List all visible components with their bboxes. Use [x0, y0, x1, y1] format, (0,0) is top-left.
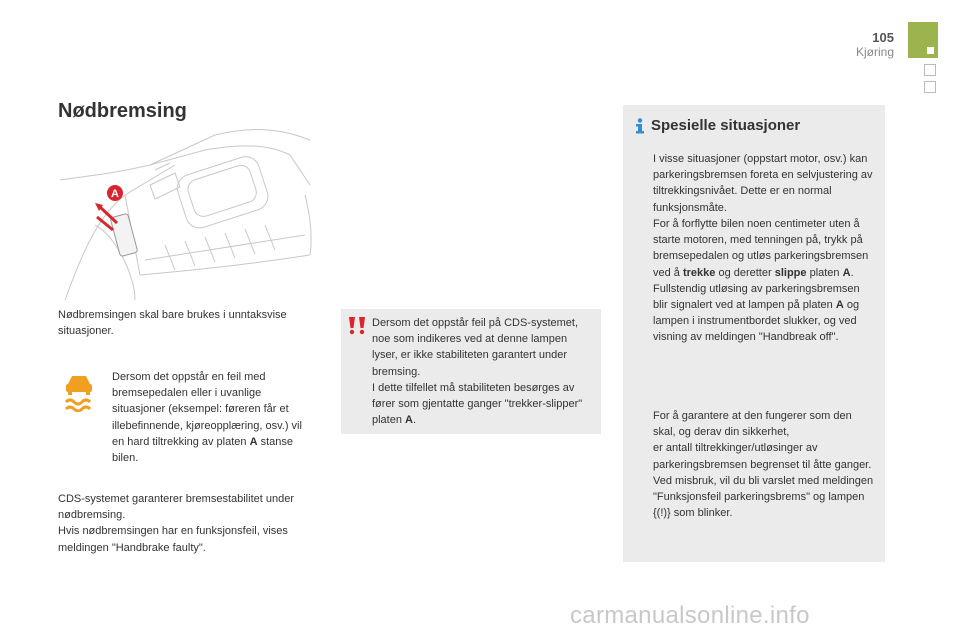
- watermark: carmanualsonline.info: [570, 602, 810, 629]
- info-title: Spesielle situasjoner: [651, 117, 801, 134]
- cds-paragraph: [58, 491, 320, 556]
- label-a-text: A: [111, 188, 119, 200]
- warning-line-1: Dersom det oppstår feil på CDS-systemet, noe som indikeres ved at denne lampen lyser, er ikke stabiliteten garantert under bremsing.: [372, 317, 579, 378]
- info-p2-bold-4: A: [835, 299, 844, 312]
- intro-paragraph: Nødbremsingen skal bare brukes i unntaksvise situasjoner.: [58, 309, 287, 338]
- info-p4-text: er antall tiltrekkinger/utløsinger av parkeringsbremsen begrenset til åtte ganger.: [653, 442, 872, 471]
- info-box: [623, 105, 885, 562]
- warning-icon: [346, 315, 368, 335]
- parking-brake-illustration: [55, 125, 320, 305]
- warning-text: [372, 315, 592, 428]
- info-paragraph-1: I visse situasjoner (oppstart motor, osv.) kan parkeringsbremsen foreta en selvjustering av tiltrekkingsnivået. Dette er en normal funksjonsmåte.: [653, 153, 873, 214]
- page-title: Nødbremsing: [58, 100, 187, 122]
- nav-square-1: [924, 64, 936, 76]
- warning-end: .: [412, 414, 417, 427]
- chapter-marker: [927, 47, 934, 54]
- info-p2-bold-1: trekke: [682, 266, 716, 279]
- info-icon: [633, 118, 647, 134]
- note-text: Dersom det oppstår en feil med bremsepedalen eller i uvanlige situasjoner (eksempel: føreren får et illebefinnende, kjøreopplæring, osv.) vil en hard tiltrekking av platen: [112, 371, 302, 448]
- info-p2-text: For å forflytte bilen noen centimeter uten å starte motoren, med tenningen på, trykk på bremsepedalen og utløs parkeringsbremsen ved å: [653, 218, 869, 279]
- info-p3-text: For å garantere at den fungerer som den skal, og derav din sikkerhet,: [653, 410, 852, 439]
- console-illustration: [55, 125, 320, 305]
- info-p2-text-3: platen: [806, 266, 843, 279]
- warning-line-2: I dette tilfellet må stabiliteten besørges av fører som gjentatte ganger "trekker-slipper" platen: [372, 381, 583, 427]
- info-p2-text-2: og deretter: [715, 266, 775, 279]
- note-text-end: stanse bilen.: [112, 435, 294, 465]
- cds-text: CDS-systemet garanterer bremsestabilitet under nødbremsing.: [58, 493, 294, 522]
- info-p2-text-4: . Fullstendig utløsing av parkeringsbremsen blir signalert ved at lampen på platen: [653, 266, 860, 312]
- warning-bold: A: [405, 414, 413, 427]
- cds-fault-text: Hvis nødbremsingen har en funksjonsfeil, vises meldingen "Handbrake faulty".: [58, 525, 288, 554]
- warning-box: [341, 309, 601, 434]
- info-p2-text-5: og lampen i instrumentbordet slukker, og ved visning av meldingen "Handbreak off".: [653, 299, 860, 344]
- info-p2-bold-3: A: [842, 266, 851, 279]
- info-paragraph-2: [653, 216, 875, 346]
- brake-failure-note: [112, 369, 312, 466]
- note-bold: A: [249, 435, 258, 448]
- page-number: 105: [872, 30, 894, 45]
- info-p5-text: Ved misbruk, vil du bli varslet med meldingen "Funksjonsfeil parkeringsbrems" og lampen {(!)} som blinker.: [653, 474, 874, 520]
- info-paragraph-3: [653, 408, 875, 521]
- info-p2-bold-2: slippe: [774, 266, 807, 279]
- chapter-tab: [908, 22, 938, 58]
- nav-square-2: [924, 81, 936, 93]
- esp-warning-icon: [62, 372, 96, 412]
- section-name: Kjøring: [855, 45, 894, 59]
